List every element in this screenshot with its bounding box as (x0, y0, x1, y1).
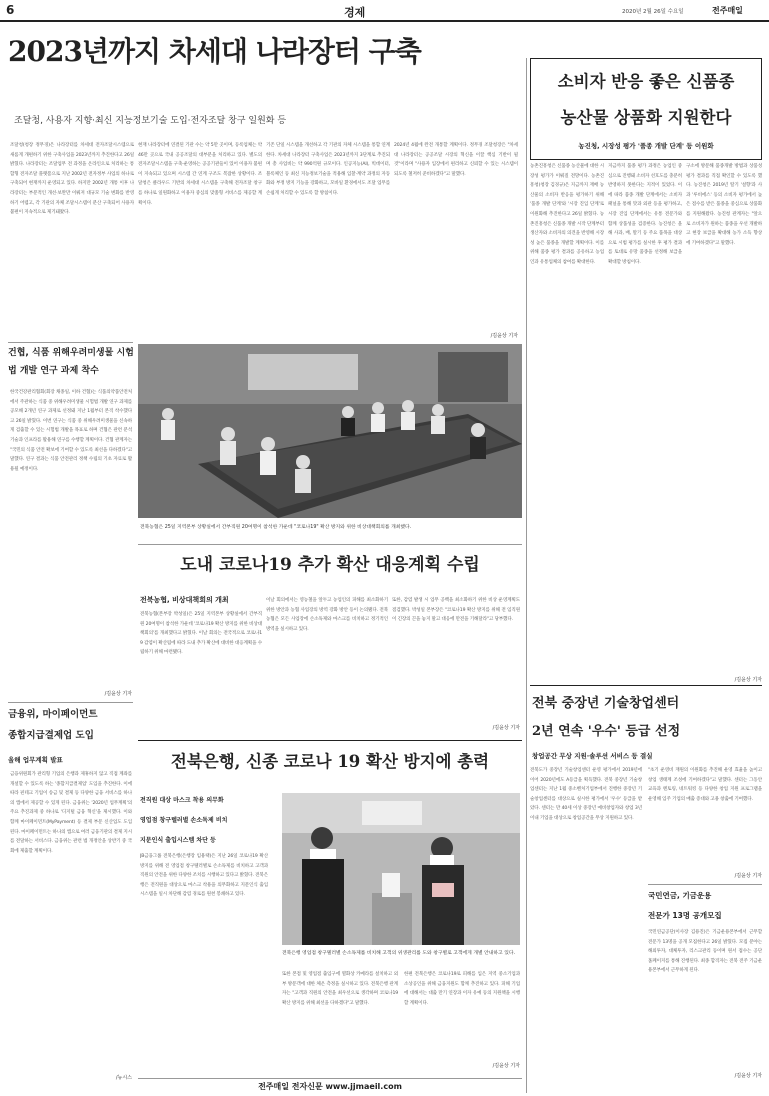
pension-body: 국민연금공단(이사장 김용진)은 기금운용본부에서 근무할 전문가 13명을 공개 모집한다고 26일 밝혔다. 모집 분야는 해외투자, 대체투자, 리스크관리 등이며 원서 접수는 공단 홈페이지를 통해 진행된다. 최종 합격자는 전북 전주 기금운용본부에서 근무하게 된다. (648, 930, 762, 974)
main-col-2: 현재 나라장터에 연결된 기관 수는 약 5만 곳이며, 등록업체는 약 46만 곳으로 국내 공공조달의 대부분을 처리하고 있다. 별도의 전자조달시스템을 구축·운영하는 공공기관들이 있어 이용자 불편이 지속되고 있으며 시스템 간 연계 구조도 복잡한 상황이다. 조달청은 클라우드 기반의 차세대 시스템을 구축해 전자조달 창구를 하나로 일원화하고 이용자 중심의 맞춤형 서비스를 제공할 계획이다. (138, 143, 262, 206)
main-col-1: 조달청(청장 정무경)은 나라장터를 차세대 전자조달시스템으로 새롭게 개편하기 위한 구축사업을 2023년까지 추진한다고 26일 밝혔다. 나라장터는 조달업무 전 과정을 온라인으로 처리하는 통합형 전자조달 플랫폼으로 지난 2002년 전자정부 사업의 하나로 구축되어 현재까지 운영되고 있다. 하지만 2002년 개통 이후 나라장터는 부분적인 개선·보완만 이뤄져 대규모 기술 변화를 반영하기 어렵고, 각 기관의 자체 조달시스템이 분산 구축되어 사용자 불편이 지속적으로 제기돼왔다. (10, 143, 134, 216)
quarantine-body: 한국건강관리협회(회장 채종일, 이하 건협)는 식품의약품안전처에서 주관하는 식품 중 위해우려미생물 시험법 개발 연구 과제를 공모해 2개년 연구 과제로 선정돼 지난 1월부터 본격 착수했다고 26일 밝혔다. 이번 연구는 식품 중 위해우려미생물을 신속하게 검출할 수 있는 시험법 개발을 목표로 하며 건협은 관련 분석기술과 인프라를 활용해 연구를 수행할 계획이다. 건협 관계자는 "국민의 식품 안전 확보에 기여할 수 있도록 최선을 다하겠다"고 말했다. 연구 결과는 식품 안전관리 정책 수립의 기초 자료로 활용될 예정이다. (10, 390, 132, 472)
bank-headline: 전북은행, 신종 코로나 19 확산 방지에 총력 (170, 752, 490, 771)
mydata-subhead: 올해 업무계획 발표 (8, 756, 63, 764)
meeting-photo (138, 344, 522, 518)
pension-top-rule (648, 884, 762, 885)
main-col-3: 기존 단일 시스템을 개선하고 각 기관의 자체 시스템을 통합 연계한다. 차세대 나라장터 구축사업은 2023년까지 3단계로 추진되며 총 사업비는 약 990억원 규모이다. 인공지능(AI), 빅데이터, 블록체인 등 최신 지능정보기술을 적용해 입찰·계약 과정의 자동화와 부정 방지 기능을 강화하고, 모바일 환경에서도 조달 업무를 손쉽게 처리할 수 있도록 할 방침이다. (266, 143, 390, 196)
bank-col-2: 또한 본점 및 영업점 출입구에 열화상 카메라를 설치하고 외부 방문객에 대한 체온 측정을 실시하고 있다. 전북은행 관계자는 "고객과 직원의 안전을 최우선으로 생각하며 코로나19 확산 방지를 위해 최선을 다하겠다"고 말했다. (282, 972, 398, 1006)
mydata-top-rule (8, 702, 133, 703)
corona-col-2: 이날 회의에서는 영농철을 앞두고 농업인의 피해를 최소화하기 위한 방안과 농협 사업장의 방역 강화 방안 등이 논의됐다. 전북농협은 모든 사업장에 손소독제와 마스크를 비치하고 정기적인 방역을 실시하고 있다. (266, 598, 388, 632)
agri-headline-2: 농산물 상품화 지원한다 (560, 108, 732, 127)
corona-top-rule (138, 544, 522, 545)
pension-headline: 국민연금, 기금운용 (648, 891, 712, 900)
main-headline: 2023년까지 차세대 나라장터 구축 (8, 35, 421, 68)
startup-col-1: 전북도가 중장년 기술창업센터 운영 평가에서 2019년에 이어 2020년에도 A등급을 획득했다. 전북 중장년 기술창업센터는 지난 1월 중소벤처기업부에서 진행한 중장년 기술창업센터를 대상으로 실시한 평가에서 '우수' 등급을 받았다. 센터는 만 40세 이상 중장년 예비창업자와 창업 3년 이내 기업을 대상으로 창업공간을 무상 지원하고 있다. (530, 768, 642, 821)
meeting-photo-caption: 전북농협은 25일 지역본부 상황실에서 간부직원 20여명이 참석한 가운데 "코로나19" 확산 방지와 위한 비상대책회의를 개최했다. (140, 525, 412, 530)
bank-photo-caption: 전북은행 영업점 창구텔러별 손소독제를 비치해 고객의 위생관리를 도와 창구별로 고객에게 개별 안내하고 있다. (282, 951, 515, 956)
agri-col-3: 구소에 방문해 품종개발 방법과 상품성 평가 결과를 직접 확인할 수 있도록 했다. 농진청은 2019년 딸기 '설향'과 사과 '루비에스' 등의 소비자 평가에서 높은 점수를 받은 품종을 중심으로 상품화를 지원해왔다. 농진청 관계자는 "앞으로 소비자가 원하는 품종을 우선 개발하고 현장 보급을 확대해 농가 소득 향상에 기여하겠다"고 말했다. (686, 164, 762, 246)
startup-reporter: /김윤상 기자 (734, 873, 762, 879)
column-divider-right (526, 58, 527, 1093)
startup-headline-1: 전북 중장년 기술창업센터 (532, 696, 680, 711)
agri-col-2: 지금까지 품종 평가 과정은 농업인 중심으로 진행돼 소비자 선호도를 충분히 반영하지 못한다는 지적이 있었다. 이에 따라 품종 개발 단계에서는 소비자 패널을 통해 맛과 외관 등을 평가하고, 시장 진입 단계에서는 유통 전문가와 함께 상품성을 검증한다. 농진청은 올해 사과, 배, 딸기 등 주요 품목을 대상으로 시범 평가를 실시한 후 평가 결과를 토대로 유망 품종을 선정해 보급을 확대할 방침이다. (608, 164, 682, 265)
bank-col-1: JB금융그룹 전북은행(은행장 임용택)은 지난 26일 코로나19 확산 방지를 위해 전 영업점 창구텔러별로 손소독제를 비치하고 고객과 직원의 안전을 위한 다양한 조치를 시행하고 있다고 밝혔다. 전북은행은 전직원을 대상으로 마스크 착용을 의무화하고 지문인식 출입시스템을 일시 차단해 감염 경로를 원천 봉쇄하고 있다. (140, 854, 268, 898)
corona-reporter: /김윤상 기자 (492, 725, 520, 731)
meeting-room-illustration (138, 344, 522, 518)
startup-headline-2: 2년 연속 '우수' 등급 선정 (532, 724, 681, 739)
paper-name: 전주매일 (712, 6, 743, 15)
main-reporter: /김윤상 기자 (490, 333, 518, 339)
main-col-4: 2024년 4월에 완전 개통할 계획이다. 정무경 조달청장은 "차세대 나라장터는 공공조달 시장의 혁신을 이끌 핵심 기반이 될 것"이라며 "사용자 입장에서 편리하고 신뢰할 수 있는 시스템이 되도록 철저히 준비하겠다"고 말했다. (394, 143, 518, 177)
bank-teller-illustration (282, 793, 520, 945)
agri-reporter: /김윤상 기자 (734, 677, 762, 683)
mydata-headline-2: 종합지급결제업 도입 (8, 730, 94, 741)
left-sidebar-rule (8, 342, 133, 343)
bank-kicker-2: 영업점 창구텔러별 손소독제 비치 (140, 817, 228, 824)
page-header (0, 0, 769, 22)
issue-date: 2020년 2월 26일 수요일 (622, 9, 684, 15)
corona-col-3: 또한, 감염 발생 시 업무 공백을 최소화하기 위한 비상 운영계획도 점검했다. 박성일 본부장은 "코로나19 확산 방지를 위해 전 임직원이 긴장의 끈을 놓지 말고 대응에 만전을 기해달라"고 당부했다. (392, 598, 520, 623)
startup-subhead: 창업공간 무상 지원·솔루션 서비스 등 결실 (532, 752, 653, 760)
mydata-body: 금융위원회가 관리형 기업의 은행과 제휴하지 않고 직접 계좌를 개설할 수 있도록 하는 '종합지급결제업' 도입을 추진한다. 이에 따라 핀테크 기업이 송금 및 결제 등 다양한 금융 서비스를 하나의 앱에서 제공할 수 있게 된다. 금융위는 '2020년 업무계획'의 주요 추진과제 중 하나로 '디지털 금융 혁신'을 제시했다. 이와 함께 마이페이먼트(MyPayment) 등 결제 부문 신산업도 도입된다. 마이페이먼트는 하나의 앱으로 여러 금융기관의 결제 지시를 전달하는 서비스다. 금융위는 관련 법 개정안을 상반기 중 국회에 제출할 계획이다. (10, 772, 132, 854)
mydata-headline-1: 금융위, 마이페이먼트 (8, 709, 98, 720)
corona-subhead: 전북농협, 비상대책회의 개최 (140, 596, 229, 604)
main-subhead: 조달청, 사용자 지향·최신 지능정보기술 도입·전자조달 창구 일원화 등 (14, 116, 287, 126)
startup-col-2: "초기 운영비 재원의 이원화를 추진해 운영 효율을 높이고 창업 생태계 조성에 기여하겠다"고 말했다. 센터는 그동안 교육과 멘토링, 네트워킹 등 다양한 창업 지원 프로그램을 운영해 입주 기업의 매출 증대와 고용 창출에 기여했다. (648, 768, 762, 802)
bank-kicker-1: 전직원 대상 마스크 착용 의무화 (140, 797, 224, 804)
bank-photo (282, 793, 520, 945)
quarantine-headline: 건협, 식품 위해우려미생물 시험법 개발 연구 과제 착수 (8, 348, 134, 376)
pension-subhead: 전문가 13명 공개모집 (648, 911, 722, 920)
agri-subhead: 농진청, 시장성 평가 '품종 개발 단계' 등 이원화 (578, 142, 714, 150)
section-title: 경제 (344, 6, 366, 19)
bank-col-3: 한편 전북은행은 코로나19로 피해를 입은 지역 중소기업과 소상공인을 위해 금융지원도 함께 추진하고 있다. 피해 기업에 대해서는 대출 만기 연장과 이자 유예 등의 지원책을 시행할 계획이다. (404, 972, 520, 1006)
bank-reporter: /김윤상 기자 (492, 1063, 520, 1069)
footer-banner (138, 1078, 522, 1092)
agri-headline-1: 소비자 반응 좋은 신품종 (557, 72, 735, 91)
bank-top-rule (138, 740, 522, 741)
quarantine-reporter: /김윤상 기자 (104, 691, 132, 697)
startup-top-rule (530, 685, 762, 686)
header-rule (0, 20, 769, 22)
footer-text[interactable]: 전주매일 전자신문 www.jjmaeil.com (258, 1082, 402, 1091)
corona-headline: 도내 코로나19 추가 확산 대응계획 수립 (180, 555, 480, 575)
corona-col-1: 전북농협(본부장 박성일)은 25일 지역본부 상황실에서 간부직원 20여명이 참석한 가운데 '코로나19 확산 방지를 위한 비상대책회의'를 개최했다고 밝혔다. 이날 회의는 전국적으로 코로나19 감염이 확산됨에 따라 도내 추가 확산에 대비한 대응계획을 수립하기 위해 마련됐다. (140, 612, 262, 656)
agri-col-1: 농촌진흥청은 신품종 농산물에 대한 시장성 평가가 이뤄질 전망이다. 농촌진흥청(청장 김경규)은 지금까지 재배 농산물의 소비자 반응을 평가하기 위해 '품종 개발 단계'와 '시장 진입 단계'로 이원화해 추진한다고 26일 밝혔다. 농촌진흥청은 신품종 개발 시작 단계부터 생산자와 소비자의 의견을 반영해 시장성 높은 품종을 개발할 계획이다. 이를 위해 품종 평가 결과를 공유하고 농업인과 유통업체의 참여를 확대한다. (530, 164, 604, 265)
mydata-reporter: /뉴시스 (115, 1075, 132, 1081)
page-number: 6 (6, 3, 15, 17)
bank-kicker-3: 지문인식 출입시스템 차단 등 (140, 837, 216, 844)
pension-reporter: /김윤상 기자 (734, 1073, 762, 1079)
